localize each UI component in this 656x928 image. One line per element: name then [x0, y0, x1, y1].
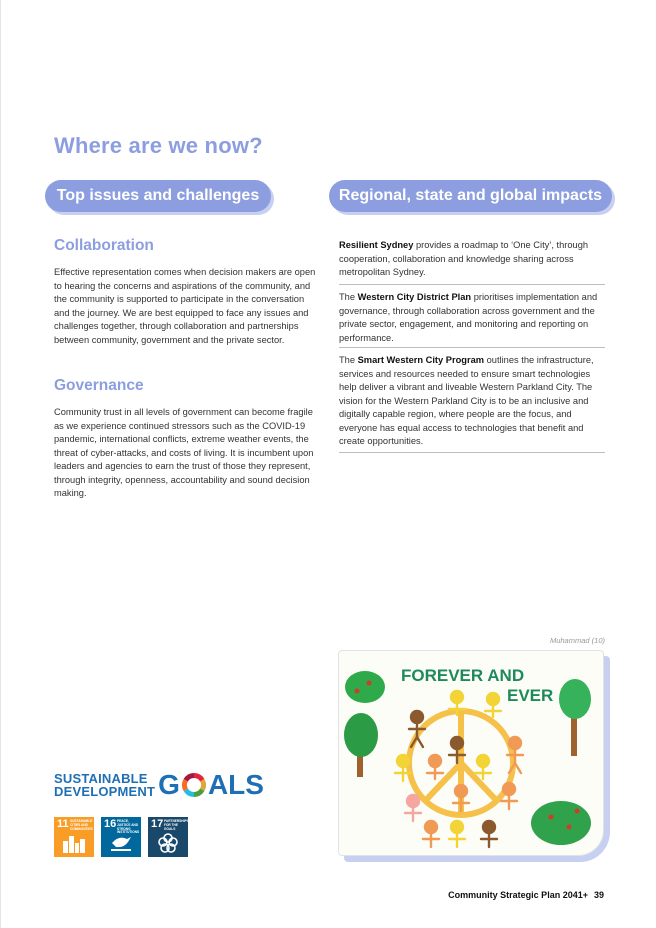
- tile-number: 17: [151, 818, 164, 830]
- bush-icon: [531, 801, 591, 845]
- impact-smart-western-city: [339, 354, 605, 449]
- drawing-illustration: [339, 651, 604, 856]
- impact-prefix: The: [339, 355, 358, 365]
- divider: [339, 347, 605, 348]
- sdg-tile-11: [54, 817, 94, 857]
- impact-title: Smart Western City Program: [357, 355, 485, 365]
- partnership-flower-icon: [156, 833, 180, 853]
- sdg-wheel-icon: [181, 772, 207, 798]
- child-drawing: [338, 650, 610, 862]
- sdg-tile-17: [148, 817, 188, 857]
- page-footer: [421, 890, 604, 900]
- governance-heading: Governance: [54, 377, 144, 394]
- divider: [339, 452, 605, 453]
- drawing-canvas: [338, 650, 604, 856]
- impact-title: Resilient Sydney: [339, 240, 414, 250]
- tree-icon: [344, 713, 378, 757]
- collaboration-heading: Collaboration: [54, 237, 154, 254]
- sdg-line2: DEVELOPMENT: [54, 784, 156, 799]
- sdg-tile-16: [101, 817, 141, 857]
- divider: [339, 284, 605, 285]
- footer-title: Community Strategic Plan 2041+: [448, 890, 588, 900]
- tree-icon: [559, 679, 591, 719]
- sdg-tiles: [54, 817, 188, 857]
- impact-title: Western City District Plan: [357, 292, 472, 302]
- tile-label: SUSTAINABLE CITIES AND COMMUNITIES: [70, 819, 93, 831]
- impact-prefix: The: [339, 292, 358, 302]
- impacts-pill: Regional, state and global impacts: [329, 180, 612, 212]
- artwork-credit: Muhammad (10): [549, 636, 605, 645]
- bush-icon: [345, 671, 385, 703]
- sdg-line1: SUSTAINABLE: [54, 771, 148, 786]
- tile-label: PARTNERSHIPS FOR THE GOALS: [164, 819, 189, 831]
- drawing-text-line2: EVER: [507, 686, 554, 705]
- dove-icon: [109, 833, 133, 853]
- tile-label: PEACE, JUSTICE AND STRONG INSTITUTIONS: [117, 819, 140, 835]
- page-number: 39: [593, 890, 604, 900]
- top-issues-pill: Top issues and challenges: [45, 180, 271, 212]
- city-icon: [62, 833, 86, 853]
- page-heading: Where are we now?: [54, 133, 263, 158]
- impact-text: provides a roadmap to ‘One City’, through cooperation, collaboration and knowledge sharing across metropolitan Sydney.: [339, 240, 589, 277]
- tile-number: 16: [104, 818, 117, 830]
- sdg-goals-g: G: [158, 769, 180, 800]
- tile-number: 11: [57, 818, 69, 830]
- sdg-logo: [54, 771, 264, 799]
- impact-resilient-sydney: [339, 239, 605, 280]
- impact-text: outlines the infrastructure, services and resources needed to ensure smart technologies help deliver a vibrant and liveable Western Parkland City. The vision for the Western Parkland City is to be an inclusive and digitally capable region, where people are the focus, and everyone has equal access to technologies that benefit and create opportunities.: [339, 355, 594, 446]
- governance-body: Community trust in all levels of government can become fragile as we experience continued stressors such as the COVID-19 pandemic, international conflicts, extreme weather events, the threat of cyber-attacks, and costs of living. It is incumbent upon leaders and agencies to earn the trust of those they represent, through integrity, openness, accountability and sound decision making.: [54, 407, 314, 498]
- collaboration-body: Effective representation comes when decision makers are open to hearing the concerns and aspirations of the community, and the community is supported to participate in the conversation and the journey. We are best equipped to face any issues and challenges together, through collaboration and partnerships between community, government and the private sector.: [54, 267, 316, 345]
- sdg-goals-word: [158, 771, 264, 799]
- drawing-text-line1: FOREVER AND: [401, 666, 525, 685]
- sdg-wordmark: [54, 772, 155, 798]
- impact-text: prioritises implementation and governance, through collaboration across government and the private sector, engagement, and monitoring and reporting on performance.: [339, 292, 598, 343]
- impact-western-city-district-plan: [339, 291, 605, 345]
- sdg-goals-rest: ALS: [207, 769, 264, 800]
